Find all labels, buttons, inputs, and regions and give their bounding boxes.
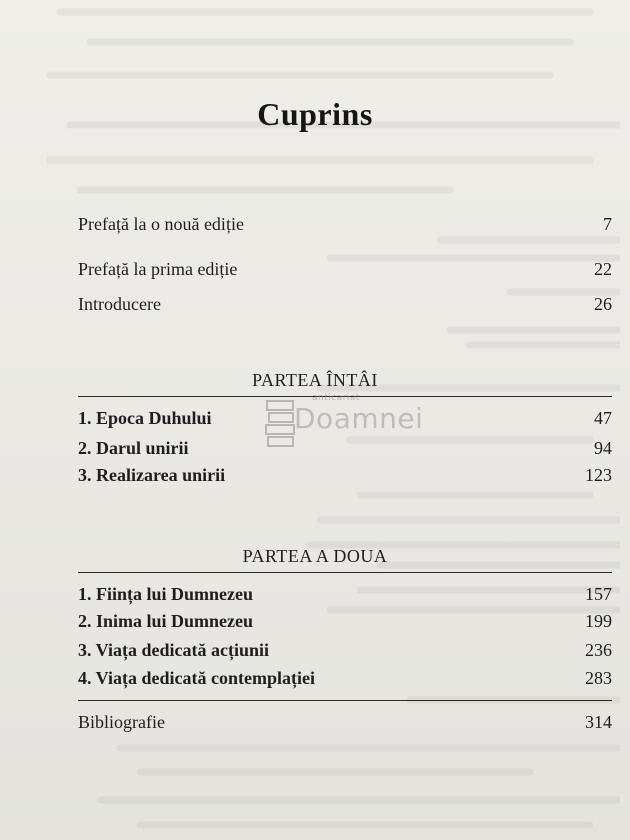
toc-entry	[78, 640, 612, 668]
toc-entry-label: 2. Inima lui Dumnezeu	[78, 611, 254, 631]
toc-entry-label: 2. Darul unirii	[78, 438, 189, 458]
toc-entry-label: Bibliografie	[78, 712, 165, 732]
book-stack-icon	[264, 395, 298, 455]
part-two-top-rule	[78, 572, 612, 573]
part-one-heading: PARTEA ÎNTÂI	[252, 370, 378, 390]
watermark	[264, 385, 424, 465]
toc-entry-page: 283	[585, 668, 612, 688]
toc-entry-page: 157	[585, 584, 612, 604]
toc-entry-page: 47	[594, 408, 612, 428]
toc-entry	[78, 712, 612, 740]
toc-entry	[78, 294, 612, 322]
toc-entry-page: 123	[585, 465, 612, 485]
watermark-main-text: Doamnei	[294, 402, 424, 435]
toc-entry	[78, 611, 612, 639]
toc-entry-label: 4. Viața dedicată contemplației	[78, 668, 315, 688]
part-two-bottom-rule	[78, 700, 612, 701]
toc-entry	[78, 259, 612, 287]
toc-entry-label: 3. Realizarea unirii	[78, 465, 226, 485]
toc-entry-page: 26	[594, 294, 612, 314]
toc-entry	[78, 465, 612, 493]
toc-entry	[78, 668, 612, 696]
toc-entry-label: Prefață la o nouă ediție	[78, 214, 244, 234]
toc-entry-page: 199	[585, 611, 612, 631]
toc-entry-label: Introducere	[78, 294, 161, 314]
page-title: Cuprins	[257, 96, 373, 132]
watermark-top-text: anticariat	[312, 393, 360, 403]
toc-entry-label: Prefață la prima ediție	[78, 259, 238, 279]
toc-entry	[78, 214, 612, 242]
toc-entry-page: 94	[594, 438, 612, 458]
toc-entry	[78, 584, 612, 612]
toc-entry-label: 1. Epoca Duhului	[78, 408, 212, 428]
part-two-heading: PARTEA A DOUA	[242, 546, 388, 566]
toc-entry-page: 7	[603, 214, 612, 234]
toc-entry-label: 1. Ființa lui Dumnezeu	[78, 584, 254, 604]
toc-entry-page: 314	[585, 712, 612, 732]
toc-entry-page: 236	[585, 640, 612, 660]
toc-entry-label: 3. Viața dedicată acțiunii	[78, 640, 270, 660]
toc-entry-page: 22	[594, 259, 612, 279]
